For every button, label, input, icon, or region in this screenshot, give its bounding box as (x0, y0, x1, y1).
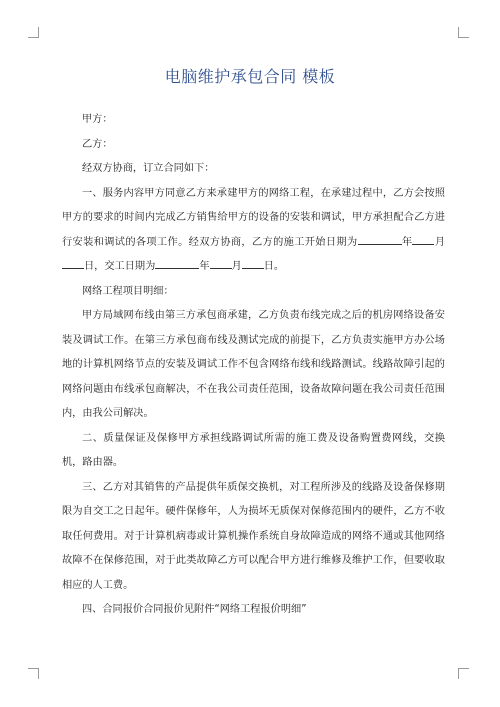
end-year-char: 年 (199, 261, 210, 272)
party-a-label: 甲方： (82, 114, 113, 125)
document-title: 电脑维护承包合同 模板 (164, 67, 336, 86)
start-month-blank (412, 232, 434, 245)
project-detail-text: 甲方局域网布线由第三方承包商承建，乙方负责布线完成之后的机房网络设备安装及调试工作。在第三方承包商布线及测试完成的前提下，乙方负责实施甲方办公场地的计算机网络节点的安装及调试工作不包含网络布线和线路测试。线路故障引起的网络问题由布线承包商解决，不在我公司责任范围，设备故障问题在我公司责任范围内，由我公司解决。 (62, 310, 445, 419)
clause-1-text: 一、服务内容甲方同意乙方来承建甲方的网络工程，在承建过程中，乙方会按照甲方的要求的时间内完成乙方销售给甲方的设备的安装和调试，甲方承担配合乙方进行安装和调试的各项工作。经双方协商，乙方的施工开始日期为 (62, 187, 445, 248)
end-tail: 日。 (263, 261, 285, 272)
clause-4: 四、合同报价合同报价见附件“网络工程报价明细” (82, 604, 307, 615)
start-tail: 日，交工日期为 (84, 261, 156, 272)
crop-mark-top-right (458, 27, 469, 38)
end-month-blank (210, 256, 232, 269)
intro-line: 经双方协商，订立合同如下： (82, 163, 215, 174)
crop-mark-top-left (28, 27, 39, 38)
clause-3: 三、乙方对其销售的产品提供年质保交换机，对工程所涉及的线路及设备保修期限为自交工之日起年。硬件保修年，人为损坏无质保对保修范围内的硬件，乙方不收取任何费用。对于计算机病毒或计算机操作系统自身故障造成的网络不通或其他网络故障不在保修范围，对于此类故障乙方可以配合甲方进行维修及维护工作，但要收取相应的人工费。 (62, 481, 445, 591)
start-month-char: 月 (434, 236, 446, 248)
clause-1 (62, 182, 445, 280)
start-year-blank (358, 232, 402, 245)
project-detail-heading: 网络工程项目明细： (82, 285, 174, 297)
start-year-char: 年 (401, 236, 413, 248)
end-month-char: 月 (231, 261, 242, 272)
crop-mark-bottom-left (28, 668, 39, 679)
document-body (62, 108, 445, 623)
party-b-label: 乙方： (82, 138, 113, 150)
end-year-blank (155, 256, 199, 269)
clause-2: 二、质量保证及保修甲方承担线路调试所需的施工费及设备购置费网线，交换机，路由器。 (62, 432, 445, 468)
crop-mark-bottom-right (458, 668, 469, 679)
end-day-blank (242, 256, 264, 269)
start-day-blank (62, 256, 84, 269)
